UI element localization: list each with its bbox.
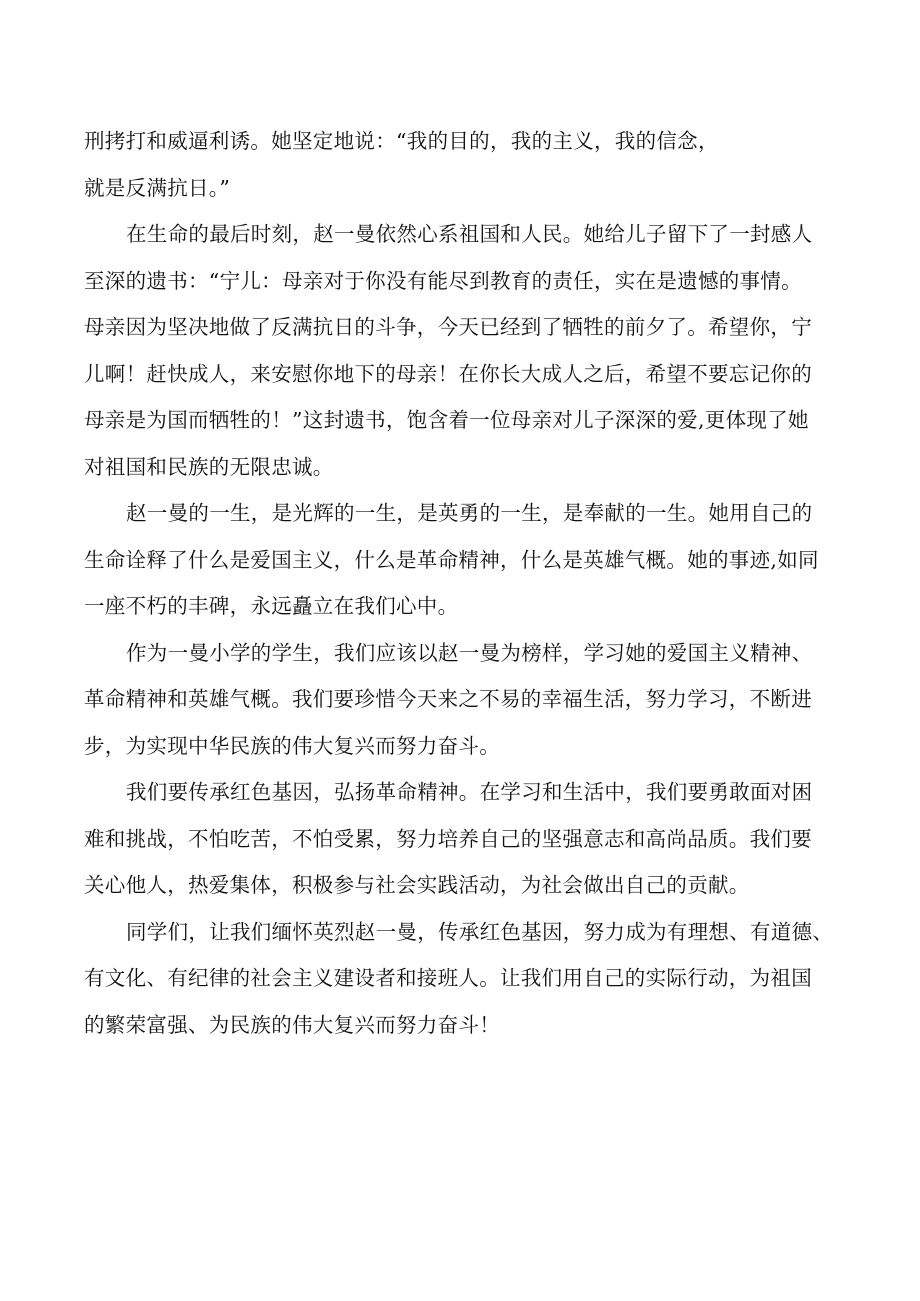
paragraph-line: 作为一曼小学的学生，我们应该以赵一曼为榜样，学习她的爱国主义精神、 [126,640,813,665]
paragraph-line: 难和挑战，不怕吃苦，不怕受累，努力培养自己的坚强意志和高尚品质。我们要 [84,826,812,851]
paragraph-line: 同学们，让我们缅怀英烈赵一曼，传承红色基因，努力成为有理想、有道德、 [126,919,834,944]
document-body [84,118,854,1048]
paragraph-line: 在生命的最后时刻，赵一曼依然心系祖国和人民。她给儿子留下了一封感人 [126,222,813,246]
paragraph-5 [84,769,854,909]
paragraph-line: 就是反满抗日。” [84,175,231,200]
paragraph-line: 的繁荣富强、为民族的伟大复兴而努力奋斗！ [84,1012,500,1037]
paragraph-line: 有文化、有纪律的社会主义建设者和接班人。让我们用自己的实际行动，为祖国 [84,966,812,990]
paragraph-2 [84,211,854,490]
paragraph-4 [84,630,854,770]
paragraph-line: 一座不朽的丰碑，永远矗立在我们心中。 [84,594,459,618]
paragraph-line: 至深的遗书：“宁儿：母亲对于你没有能尽到教育的责任，实在是遗憾的事情。 [84,268,802,293]
paragraph-line: 生命诠释了什么是爱国主义，什么是革命精神，什么是英雄气概。她的事迹,如同 [84,547,819,572]
paragraph-6 [84,909,854,1049]
paragraph-3 [84,490,854,630]
paragraph-1 [84,118,854,211]
paragraph-line: 赵一曼的一生，是光辉的一生，是英勇的一生，是奉献的一生。她用自己的 [126,501,813,525]
paragraph-line: 革命精神和英雄气概。我们要珍惜今天来之不易的幸福生活，努力学习，不断进 [84,687,812,711]
paragraph-line: 母亲因为坚决地做了反满抗日的斗争，今天已经到了牺牲的前夕了。希望你，宁 [84,315,812,339]
paragraph-line: 刑拷打和威逼利诱。她坚定地说：“我的目的，我的主义，我的信念， [84,129,719,153]
paragraph-line: 母亲是为国而牺牲的！”这封遗书，饱含着一位母亲对儿子深深的爱,更体现了她 [84,408,809,432]
paragraph-line: 关心他人，热爱集体，积极参与社会实践活动，为社会做出自己的贡献。 [84,873,750,897]
paragraph-line: 步，为实现中华民族的伟大复兴而努力奋斗。 [84,733,500,758]
paragraph-line: 对祖国和民族的无限忠诚。 [84,454,334,479]
paragraph-line: 我们要传承红色基因，弘扬革命精神。在学习和生活中，我们要勇敢面对困 [126,780,813,804]
paragraph-line: 儿啊！赶快成人，来安慰你地下的母亲！在你长大成人之后，希望不要忘记你的 [84,361,812,386]
